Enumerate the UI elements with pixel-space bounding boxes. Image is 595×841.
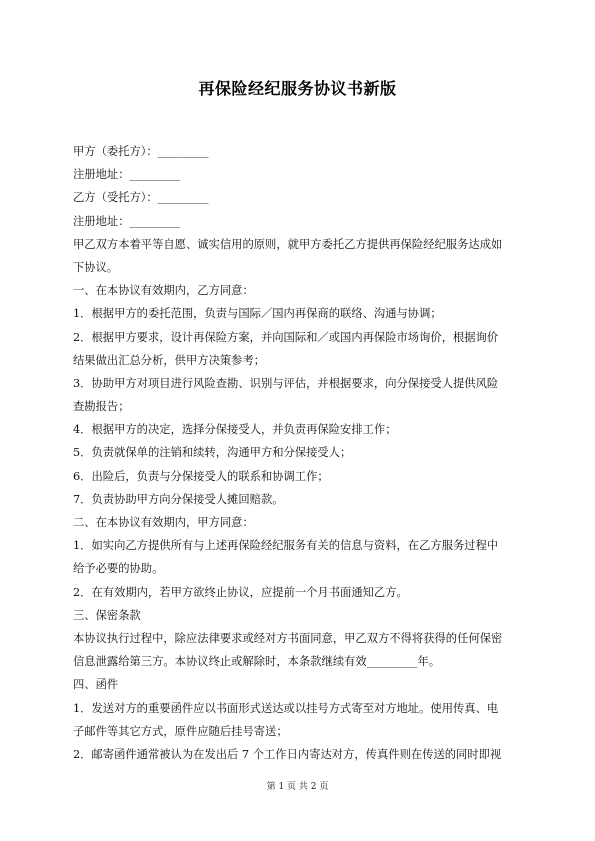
document-body bbox=[73, 140, 533, 766]
paragraph-line: 注册地址：_________ bbox=[73, 214, 181, 228]
paragraph-line: 2．邮寄函件通常被认为在发出后 7 个工作日内寄达对方，传真件则在传送的同时即视 bbox=[73, 747, 502, 761]
paragraph-line: 甲乙双方本着平等自愿、诚实信用的原则，就甲方委托乙方提供再保险经纪服务达成如 bbox=[73, 237, 503, 251]
paragraph-line: 信息泄露给第三方。本协议终止或解除时，本条款继续有效_________年。 bbox=[73, 655, 441, 669]
document-title: 再保险经纪服务协议书新版 bbox=[198, 79, 397, 98]
paragraph-line: 乙方（受托方）：_________ bbox=[73, 191, 209, 205]
paragraph-line: 3．协助甲方对项目进行风险查勘、识别与评估，并根据要求，向分保接受人提供风险 bbox=[73, 376, 499, 390]
paragraph-line: 三、保密条款 bbox=[73, 608, 141, 622]
paragraph-line: 甲方（委托方）：_________ bbox=[73, 145, 209, 158]
paragraph-line: 5．负责就保单的注销和续转，沟通甲方和分保接受人； bbox=[73, 446, 352, 460]
paragraph-line: 结果做出汇总分析，供甲方决策参考； bbox=[73, 353, 266, 367]
paragraph-line: 1．根据甲方的委托范围，负责与国际／国内再保商的联络、沟通与协调； bbox=[73, 307, 442, 321]
paragraph-line: 下协议。 bbox=[73, 260, 119, 274]
paragraph-line: 二、在本协议有效期内，甲方同意： bbox=[73, 516, 254, 529]
paragraph-line: 查勘报告； bbox=[73, 400, 130, 414]
paragraph-line: 注册地址：_________ bbox=[73, 168, 181, 182]
paragraph-line: 2．根据甲方要求，设计再保险方案，并向国际和／或国内再保险市场询价，根据询价 bbox=[73, 330, 499, 344]
page-number-footer: 第 1 页 共 2 页 bbox=[266, 782, 329, 792]
paragraph-line: 4．根据甲方的决定，选择分保接受人，并负责再保险安排工作； bbox=[73, 423, 397, 437]
paragraph-line: 2．在有效期内，若甲方欲终止协议，应提前一个月书面通知乙方。 bbox=[73, 585, 408, 599]
paragraph-line: 给予必要的协助。 bbox=[73, 562, 164, 576]
paragraph-line: 一、在本协议有效期内，乙方同意： bbox=[73, 284, 254, 298]
paragraph-line: 6．出险后，负责与分保接受人的联系和协调工作； bbox=[73, 469, 329, 483]
paragraph-line: 7．负责协助甲方向分保接受人摊回赔款。 bbox=[73, 492, 284, 506]
paragraph-line: 1．如实向乙方提供所有与上述再保险经纪服务有关的信息与资料，在乙方服务过程中 bbox=[73, 539, 499, 553]
paragraph-line: 1．发送对方的重要函件应以书面形式送达或以挂号方式寄至对方地址。使用传真、电 bbox=[73, 701, 499, 715]
paragraph-line: 本协议执行过程中，除应法律要求或经对方书面同意，甲乙双方不得将获得的任何保密 bbox=[73, 631, 503, 645]
paragraph-line: 四、函件 bbox=[73, 678, 119, 692]
paragraph-line: 子邮件等其它方式，原件应随后挂号寄送； bbox=[73, 724, 288, 738]
